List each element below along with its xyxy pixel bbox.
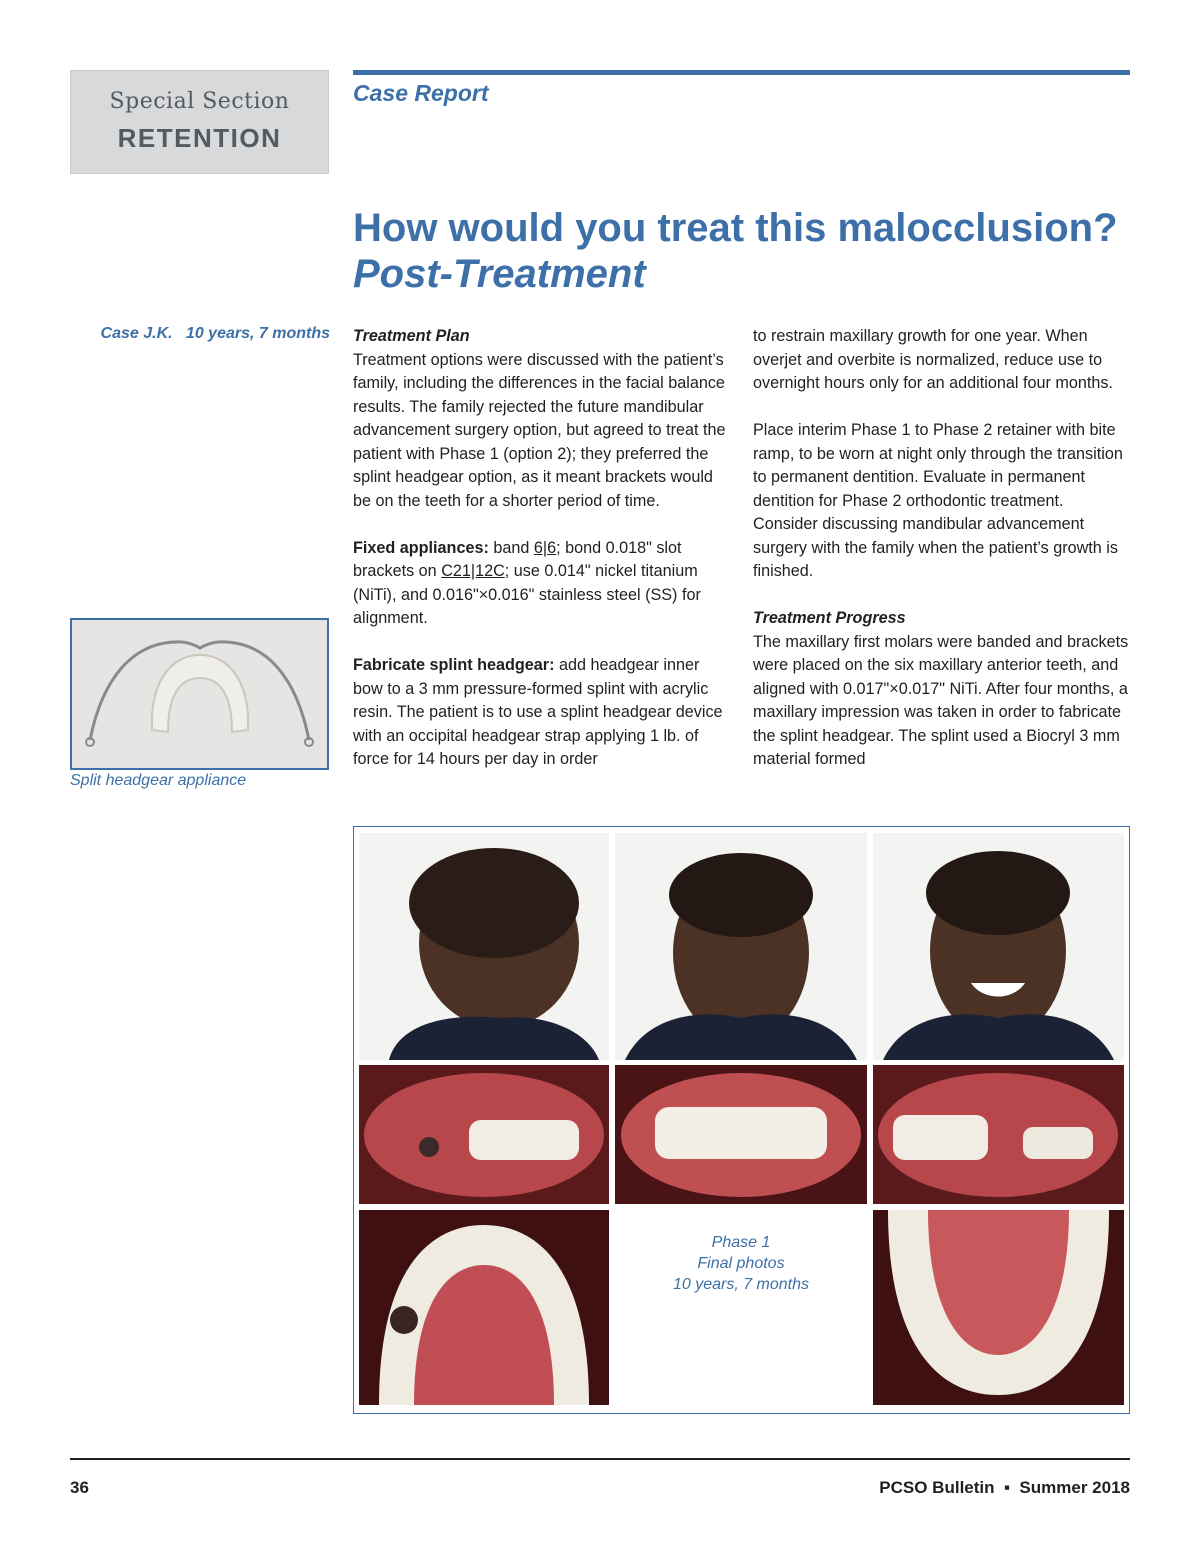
fixed-appliances-text-a: band bbox=[488, 538, 534, 557]
page-title bbox=[353, 205, 1153, 297]
header-rule bbox=[353, 70, 1130, 75]
splint-headgear-paragraph bbox=[353, 654, 729, 772]
footer-rule bbox=[70, 1458, 1130, 1460]
special-section-box bbox=[70, 70, 329, 174]
case-id: Case J.K. 10 years, 7 months bbox=[100, 325, 330, 342]
fixed-appliances-text-c: ; use 0.014" nickel titanium (NiTi), and 0.016"×0.016" stainless steel (SS) for alignment. bbox=[353, 562, 701, 627]
special-section-topic: RETENTION bbox=[117, 123, 282, 153]
splint-illustration bbox=[72, 620, 327, 768]
retainer-paragraph bbox=[753, 419, 1130, 584]
splint-headgear-photo bbox=[70, 618, 329, 770]
facial-frontal-photo bbox=[615, 833, 867, 1060]
special-section-label: Special Section bbox=[109, 89, 290, 114]
splint-headgear-lead: Fabricate splint headgear: bbox=[353, 656, 555, 674]
text-column-2 bbox=[753, 325, 1130, 795]
treatment-plan-heading: Treatment Plan bbox=[353, 327, 470, 345]
splint-continued-text: to restrain maxillary growth for one year. When overjet and overbite is normalized, reduce use to overnight hours only for an additional four months. bbox=[753, 327, 1113, 392]
treatment-progress-paragraph bbox=[753, 607, 1130, 772]
facial-smile-photo bbox=[873, 833, 1124, 1060]
intraoral-right-photo bbox=[359, 1065, 609, 1204]
text-column-1 bbox=[353, 325, 729, 795]
retainer-lead: Place interim Phase 1 to Phase 2 retainer bbox=[753, 421, 1052, 439]
grid-caption-title: Final photos bbox=[697, 1255, 785, 1272]
section-label: Case Report bbox=[353, 80, 489, 106]
grid-caption-phase: Phase 1 bbox=[711, 1234, 771, 1251]
fixed-appliances-lead: Fixed appliances: bbox=[353, 538, 489, 557]
intraoral-left-photo bbox=[873, 1065, 1124, 1204]
facial-profile-photo bbox=[359, 833, 609, 1060]
fixed-appliances-text-b: ; bond 0.018" slot brackets on bbox=[353, 538, 682, 580]
intraoral-frontal-photo bbox=[615, 1065, 867, 1204]
publication-footer: PCSO Bulletin ▪ Summer 2018 bbox=[879, 1478, 1130, 1497]
treatment-progress-text: The maxillary first molars were banded and brackets were placed on the six maxillary anterior teeth, and aligned with 0.017"×0.017" NiTi. After four months, a maxillary impression was taken in order to fabricate the splint headgear. The splint used a Biocryl 3 mm material formed bbox=[753, 632, 1129, 768]
treatment-plan-paragraph bbox=[353, 325, 729, 513]
grid-caption-age: 10 years, 7 months bbox=[672, 1276, 810, 1293]
photo-grid-caption bbox=[615, 1232, 867, 1295]
page-title-sub: Post-Treatment bbox=[353, 252, 646, 296]
splint-headgear-text: add headgear inner bow to a 3 mm pressure-formed splint with acrylic resin. The patient is to use a splint headgear device with an occipital headgear strap applying 1 lb. of force for 14 hours per day in order bbox=[353, 656, 723, 768]
treatment-progress-heading: Treatment Progress bbox=[753, 609, 906, 627]
band-notation: 6|6 bbox=[533, 538, 557, 557]
maxillary-occlusal-photo bbox=[359, 1210, 609, 1405]
fixed-appliances-paragraph bbox=[353, 537, 729, 631]
treatment-plan-intro: Treatment options were discussed with the patient’s family, including the differences in the facial balance results. The family rejected the future mandibular advancement surgery option, but agreed to treat the patient with Phase 1 (option 2); they preferred the splint headgear option, as it meant brackets would be on the teeth for a shorter period of time. bbox=[353, 350, 726, 510]
splint-headgear-continued bbox=[753, 325, 1130, 396]
page-title-main: How would you treat this malocclusion? bbox=[353, 206, 1118, 250]
splint-photo-caption: Split headgear appliance bbox=[70, 772, 247, 789]
page-number: 36 bbox=[70, 1478, 89, 1497]
mandibular-occlusal-photo bbox=[873, 1210, 1124, 1405]
retainer-text: with bite ramp, to be worn at night only through the transition to permanent dentition. Evaluate in permanent dentition for Phase 2 orthodontic treatment. Consider discussing mandibular advancement surgery with the family when the patient’s growth is finished. bbox=[753, 421, 1123, 580]
bracket-notation: C21|12C bbox=[441, 562, 505, 580]
